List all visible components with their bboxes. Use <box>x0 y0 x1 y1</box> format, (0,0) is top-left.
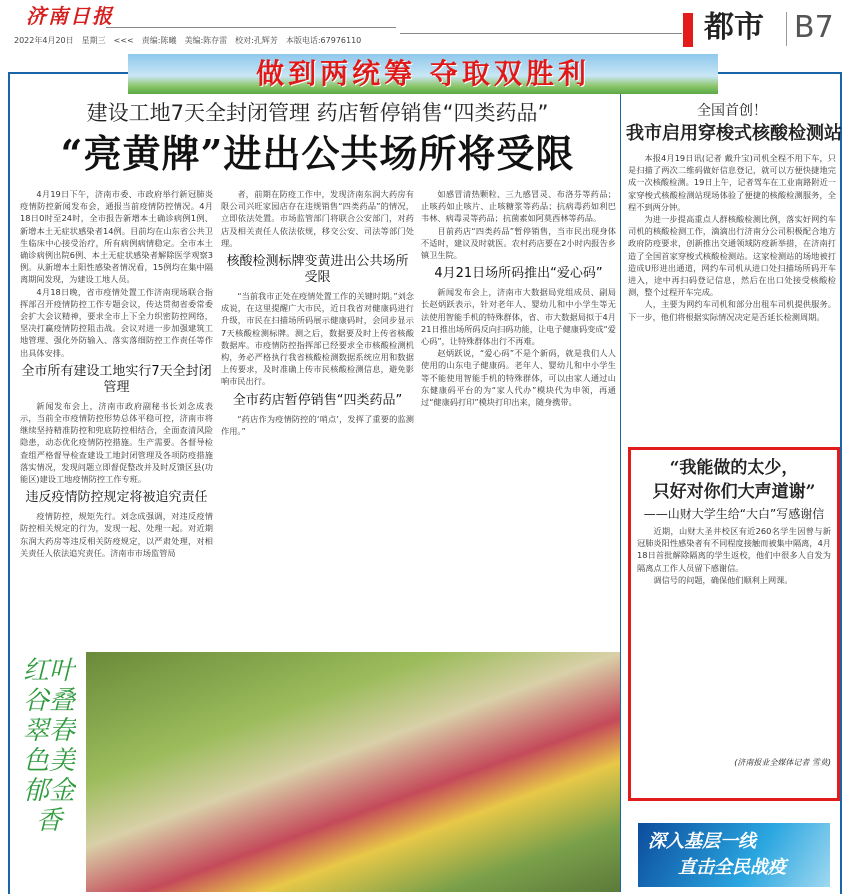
divider <box>400 33 682 34</box>
paragraph: 者，前期在防疫工作中，发现济南东润大药房有限公司兴旺家园店存在违规销售“四类药品”的情况，立即依法处置。市场监管部门将联合公安部门，对药店及相关责任人依法依规，移交公安、司法等部门处理。 <box>221 189 414 248</box>
phone: 本版电话:67976110 <box>285 36 362 45</box>
subheading: 全市药店暂停销售“四类药品” <box>232 392 403 408</box>
photo-caption: 红叶谷叠翠春色美 郁金香 <box>22 656 75 836</box>
box-article <box>631 525 837 757</box>
designer: 美编:陈存雷 <box>184 36 228 45</box>
ad-line-1: 深入基层一线 <box>648 831 756 852</box>
section-name: 都市 <box>704 10 764 45</box>
subheading: 全市所有建设工地实行7天全封闭管理 <box>21 363 212 395</box>
article-column-3 <box>421 188 616 646</box>
paragraph: 新闻发布会上，济南市大数据局党组成员、副局长赵炳跃表示，针对老年人、婴幼儿和中小学生等无法使用智能手机的特殊群体，省、市大数据局拟于4月21日推出场所码反向扫码功能，让电子健康码变成“爱心码”，让特殊群体出行不再难。 <box>421 287 616 347</box>
column-divider <box>620 75 621 892</box>
park-tulip-photo <box>86 652 620 892</box>
paragraph: “药店作为疫情防控的‘哨点’，发挥了重要的监测作用。” <box>221 413 414 436</box>
paragraph: 疫情防控，规矩先行。刘念成强调，对违反疫情防控相关规定的行为，发现一起、处理一起。对近期东润大药房等违反相关防疫规定，以严肃处理，对相关责任人依法追究责任。济南市市场监管局 <box>20 511 213 558</box>
box-subheadline: ——山财大学生给“大白”写感谢信 <box>643 507 825 521</box>
paragraph: “当前我市正处在疫情处置工作的关键时期。”刘念成说，在这里提醒广大市民，近日我省对健康码进行升级，市民在扫描场所码展示健康码时，会同步显示7天核酸检测标牌。测之后，数据要及时上传省核酸数据库。市疫情防控指挥部已经要求全市核酸检测机构，务必严格执行我省核酸检测数据系统应用和数据上传要求，及时准确上传市民核酸检测信息，避免影响市民出行。 <box>221 291 414 387</box>
paragraph: 如感冒清热颗粒、三九感冒灵、布洛芬等药品；止咳药如止咳片、止咳糖浆等药品；抗病毒药如利巴韦林、病毒灵等药品；抗菌素如阿莫西林等药品。 <box>421 189 616 224</box>
lead-subtitle: 建设工地7天全封闭管理 药店暂停销售“四类药品” <box>86 101 549 125</box>
lead-headline: “亮黄牌”进出公共场所将受限 <box>60 131 575 176</box>
paragraph: 人，主要为网约车司机和部分出租车司机提供服务。下一步，他们将根据实际情况决定是否延长检测周期。 <box>628 299 836 322</box>
banner-text: 做到两统筹 夺取双胜利 <box>256 57 590 90</box>
dateline <box>14 36 369 46</box>
right-kicker: 全国首创！ <box>697 103 767 119</box>
page-number: B7 <box>794 10 834 45</box>
section-marker <box>683 13 693 47</box>
slogan-banner <box>128 54 718 94</box>
paragraph: 目前药店“四类药品”暂停销售，当市民出现身体不适时，建议及时就医。农村药店要在2小时内报告乡镇卫生院。 <box>421 225 616 261</box>
subheading: 4月21日场所码推出“爱心码” <box>434 266 603 282</box>
right-headline: 我市启用穿梭式核酸检测站 <box>626 123 842 144</box>
paragraph: 调信号的问题，确保他们顺利上网课。 <box>653 574 793 585</box>
editor: 责编:陈曦 <box>141 36 177 45</box>
divider <box>786 12 787 46</box>
newspaper-logo: 济南日报 <box>26 4 114 28</box>
subheading: 违反疫情防控规定将被追究责任 <box>25 490 208 506</box>
divider <box>106 27 396 28</box>
paragraph: 为进一步提高重点人群核酸检测比例，落实好网约车司机的核酸检测工作，滴滴出行济南分公司积极配合地方政府防疫要求，创新推出交通领域防疫新举措，在济南打造了全国首家穿梭式核酸检测站。这家检测站的场地被打造成U形进出通道，网约车司机从进口处扫描场所码开车进入，途中再扫码登记信息，然后在出口处接受核酸检测，整个过程开车完成。 <box>628 214 836 298</box>
weekday: 星期三 <box>81 36 106 45</box>
paragraph: 4月19日下午，济南市委、市政府举行新冠肺炎疫情防控新闻发布会，通报当前疫情防控情况。4月18日0时至24时，全市报告新增本土确诊病例1例、新增本土无症状感染者14例。目前均在山东省公共卫生临床中心接受治疗，所有病例病情稳定。全市本土确诊病例出院6例、本土无症状感染者解除医学观察3例。从新增本土阳性感染者情况看，15例均在集中隔离期间发现，为建设工地人员。 <box>20 189 213 285</box>
proofreader: 校对:孔辉芳 <box>235 36 278 45</box>
byline: (济南报业全媒体记者 雪莫) <box>734 758 831 767</box>
paragraph: 近期，山财大圣井校区有近260名学生因曾与新冠肺炎阳性感染者有不同程度接触而被集中隔离，4月18日首批解除隔离的学生返校，他们中很多人自发为隔离点工作人员留下感谢信。 <box>637 526 831 573</box>
box-headline-2: 只好对你们大声道谢” <box>652 482 816 502</box>
paragraph: 新闻发布会上，济南市政府副秘书长刘念成表示，当前全市疫情防控形势总体平稳可控，济南市将继续坚持精准防控和兜底防控相结合，全面查清风险隐患，动态优化疫情防控措施。生产需要。各督导检查组严格督导检查建设工地封闭管理及各项防疫措施落实情况，发现问题立即督促整改并及时反馈区县(功能区)建设工地疫情防控工作专班。 <box>20 400 213 485</box>
arrows: <<< <box>113 36 134 45</box>
campaign-banner <box>638 823 830 887</box>
paragraph: 本报4月19日讯(记者 戴升宝)司机全程不用下车，只是扫描了两次二维码做好信息登记，就可以方便快捷地完成一次核酸检测。19日上午，记者驾车在工业南路附近一家穿梭式核酸检测站现场体验了便捷的核酸检测服务，全程不到两分钟。 <box>628 153 836 212</box>
date: 2022年4月20日 <box>14 36 74 45</box>
article-column-2 <box>221 188 414 646</box>
highlight-box <box>628 447 840 801</box>
paragraph: 赵炳跃说，“爱心码”不是个新码，就是我们人人使用的山东电子健康码。老年人、婴幼儿和中小学生等不能使用智能手机的特殊群体，可以由家人通过山东健康码平台的为“家人代办”模块代为申领，再通过“健康码打印”模块打印出来，随身携带。 <box>421 348 616 408</box>
right-article <box>628 152 836 444</box>
paragraph: 4月18日晚，省市疫情处置工作济南现场联合指挥部召开疫情防控工作专题会议，传达贯彻省委常委会扩大会议精神，要求全市上下全力织密防控网络，坚决打赢疫情防控阻击战。会议对进一步加强建筑工地管理、强化外防输入、落实落细防控工作责任等作出具体安排。 <box>20 286 213 358</box>
article-column-1 <box>20 188 213 646</box>
subheading: 核酸检测标牌变黄进出公共场所受限 <box>226 254 409 286</box>
ad-line-2: 直击全民战疫 <box>678 857 786 878</box>
box-headline-1: “我能做的太少， <box>669 458 799 478</box>
